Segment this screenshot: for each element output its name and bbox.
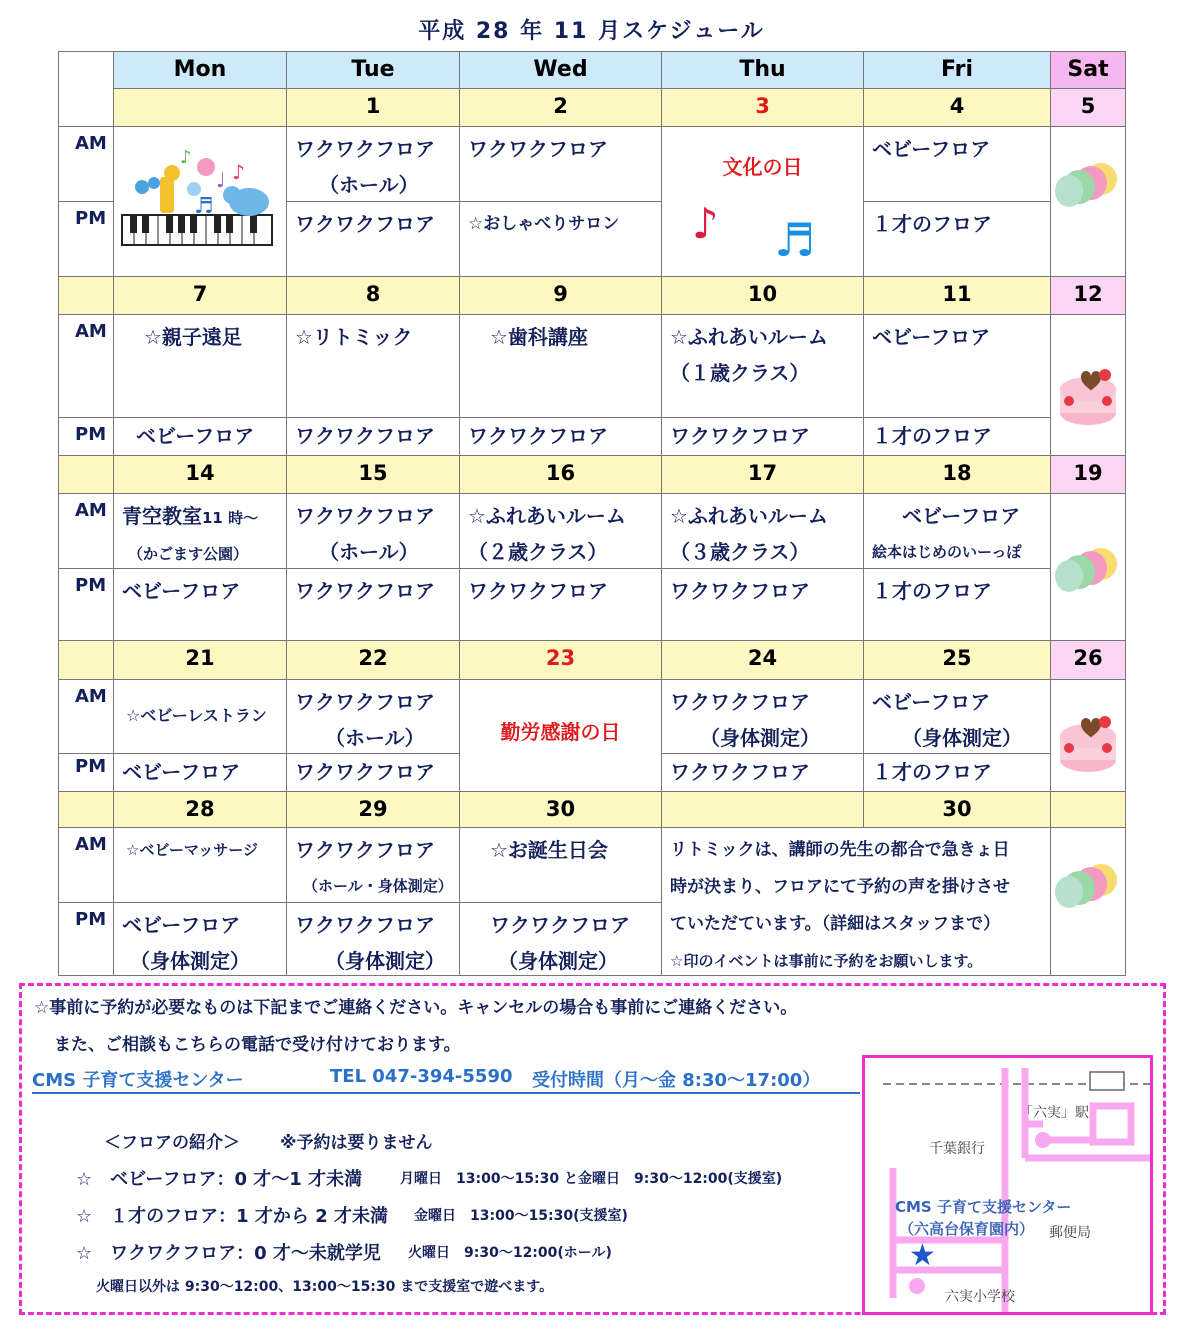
center-name: CMS 子育て支援センター [32, 1070, 244, 1091]
event-text: ☆おしゃべりサロン [468, 214, 620, 234]
piano-animals-image [113, 126, 287, 277]
floor-wakuwaku: ☆ ワクワクフロア：0 才～未就学児 [76, 1243, 381, 1264]
reception-hours: 受付時間（月～金 8:30～17:00） [532, 1070, 821, 1091]
map-center-sub: （六高台保育園内） [899, 1220, 1035, 1238]
date-cell: 29 [286, 791, 460, 828]
event-text: ワクワクフロア [295, 579, 435, 603]
date-cell: 1 [286, 88, 460, 127]
event-text: （身体測定） [902, 726, 1022, 750]
event-text: （身体測定） [700, 726, 820, 750]
date-cell: 15 [286, 455, 460, 494]
date-cell: 21 [113, 640, 287, 680]
event-cell [286, 417, 460, 456]
event-time: 11 時～ [202, 509, 259, 527]
event-cell [459, 827, 662, 903]
date-cell-empty [58, 276, 114, 315]
date-cell-holiday: 3 [661, 88, 864, 127]
floor-one-time: 金曜日 13:00～15:30(支援室) [414, 1208, 628, 1224]
note-cell [661, 827, 1051, 976]
corner-cell [58, 51, 114, 127]
event-cell [286, 827, 460, 903]
holiday-cell [459, 679, 662, 792]
event-text: ☆リトミック [295, 325, 413, 349]
event-cell [113, 679, 287, 754]
event-cell [863, 126, 1051, 202]
event-text: 絵本はじめのいーっぽ [872, 543, 1022, 561]
event-cell [863, 417, 1051, 456]
map-post-office: 郵便局 [1049, 1225, 1091, 1241]
map-station: 「六実」駅 [1019, 1105, 1089, 1121]
date-cell: 16 [459, 455, 662, 494]
date-cell-holiday: 23 [459, 640, 662, 680]
event-text: ワクワクフロア [468, 424, 608, 448]
event-text: ワクワクフロア [295, 137, 435, 161]
macaron-image [1050, 126, 1126, 277]
cake-image [1050, 314, 1126, 456]
event-text: （身体測定） [498, 949, 618, 973]
date-cell-empty [58, 455, 114, 494]
date-cell [113, 88, 287, 127]
date-cell: 24 [661, 640, 864, 680]
date-cell: 30 [459, 791, 662, 828]
event-cell [286, 314, 460, 418]
event-text: ワクワクフロア [295, 838, 435, 862]
event-text: ☆歯科講座 [490, 325, 588, 349]
pm-label: PM [58, 753, 114, 792]
svg-text:♪: ♪ [232, 160, 245, 184]
event-text: （２歳クラス） [468, 540, 608, 564]
event-text: ベビーフロア [122, 913, 241, 937]
note-text: リトミックは、講師の先生の都合で急きょ日 [670, 840, 1010, 860]
event-text: ☆ふれあいルーム [670, 325, 828, 349]
pm-label: PM [58, 417, 114, 456]
event-cell [459, 902, 662, 976]
event-cell [661, 679, 864, 754]
cake-image [1050, 679, 1126, 792]
event-text: （１歳クラス） [670, 361, 810, 385]
note-text: ていただています。（詳細はスタッフまで） [670, 914, 1001, 934]
floor-baby: ☆ ベビーフロア：0 才～1 才未満 [76, 1169, 363, 1190]
event-text: ワクワクフロア [295, 760, 435, 784]
event-cell [113, 902, 287, 976]
schedule-grid [58, 51, 1126, 976]
date-cell: 10 [661, 276, 864, 315]
event-text: ベビーフロア [902, 504, 1021, 528]
event-cell [286, 753, 460, 792]
event-cell [286, 126, 460, 202]
event-cell [113, 827, 287, 903]
am-label: AM [58, 493, 114, 569]
event-cell [863, 679, 1051, 754]
event-cell [661, 753, 864, 792]
date-cell: 28 [113, 791, 287, 828]
floor-intro: ＜フロアの紹介＞ [104, 1133, 240, 1153]
event-text: ☆ふれあいルーム [468, 504, 626, 528]
map-school: 六実小学校 [945, 1289, 1015, 1305]
no-reservation-note: ※予約は要りません [280, 1133, 433, 1153]
event-text: ワクワクフロア [468, 579, 608, 603]
event-cell [863, 201, 1051, 277]
day-header-sat: Sat [1050, 51, 1126, 89]
event-text: １才のフロア [872, 212, 992, 236]
am-label: AM [58, 679, 114, 754]
event-text: （かごます公園） [128, 545, 249, 563]
date-cell: 7 [113, 276, 287, 315]
event-text: （ホール・身体測定） [303, 877, 453, 895]
floor-baby-time: 月曜日 13:00～15:30 と金曜日 9:30～12:00(支援室) [400, 1171, 783, 1187]
event-text: ワクワクフロア [670, 579, 810, 603]
event-text: （身体測定） [325, 949, 445, 973]
event-text: ベビーフロア [136, 424, 255, 448]
pm-label: PM [58, 201, 114, 277]
event-cell [661, 568, 864, 641]
event-text: ワクワクフロア [295, 424, 435, 448]
note-text: 時が決まり、フロアにて予約の声を掛けさせ [670, 877, 1010, 897]
event-cell [459, 126, 662, 202]
event-cell [863, 753, 1051, 792]
holiday-text: 文化の日 [722, 155, 803, 179]
floor-wakuwaku-time: 火曜日 9:30～12:00(ホール) [408, 1245, 612, 1261]
event-text: ☆ベビーマッサージ [126, 841, 258, 859]
event-text: １才のフロア [872, 424, 992, 448]
date-cell: 4 [863, 88, 1051, 127]
event-text: ワクワクフロア [670, 424, 810, 448]
event-text: ワクワクフロア [295, 212, 435, 236]
date-cell [661, 791, 864, 828]
music-note-icon: ♪ [692, 199, 719, 248]
floor-one: ☆ １才のフロア：1 才から 2 才未満 [76, 1206, 388, 1227]
footer-line1: ☆事前に予約が必要なものは下記までご連絡ください。キャンセルの場合も事前にご連絡ください。 [34, 998, 798, 1018]
event-text: ワクワクフロア [295, 690, 435, 714]
event-cell [459, 493, 662, 569]
date-cell: 18 [863, 455, 1051, 494]
star-location-icon: ★ [909, 1238, 936, 1273]
event-text: １才のフロア [872, 760, 992, 784]
date-cell: 25 [863, 640, 1051, 680]
event-text: ベビーフロア [872, 325, 991, 349]
svg-text:♬: ♬ [194, 194, 214, 219]
location-map [862, 1055, 1153, 1315]
date-cell: 30 [863, 791, 1051, 828]
event-cell [459, 568, 662, 641]
am-label: AM [58, 314, 114, 418]
event-cell [286, 201, 460, 277]
day-header-mon: Mon [113, 51, 287, 89]
event-text: （身体測定） [130, 949, 250, 973]
event-text: ワクワクフロア [295, 504, 435, 528]
phone-number: TEL 047-394-5590 [330, 1066, 513, 1087]
event-text: ワクワクフロア [490, 913, 630, 937]
event-cell [661, 417, 864, 456]
date-cell: 14 [113, 455, 287, 494]
event-text: （ホール） [319, 540, 419, 564]
date-cell-empty [58, 791, 114, 828]
event-cell [286, 493, 460, 569]
event-text: ベビーフロア [872, 137, 991, 161]
event-text: ☆お誕生日会 [490, 838, 608, 862]
date-cell: 22 [286, 640, 460, 680]
holiday-cell [661, 126, 864, 277]
svg-text:♩: ♩ [216, 168, 226, 192]
date-cell-sat: 26 [1050, 640, 1126, 680]
event-cell [863, 568, 1051, 641]
event-cell [459, 314, 662, 418]
holiday-text: 勤労感謝の日 [500, 720, 621, 744]
macaron-image [1050, 493, 1126, 641]
pm-label: PM [58, 568, 114, 641]
event-text: ベビーフロア [872, 690, 991, 714]
macaron-image [1050, 827, 1126, 976]
date-cell-sat: 12 [1050, 276, 1126, 315]
event-cell [459, 201, 662, 277]
event-text: ☆ふれあいルーム [670, 504, 828, 528]
event-cell [661, 314, 864, 418]
event-text: ワクワクフロア [468, 137, 608, 161]
event-text: ベビーフロア [122, 579, 241, 603]
day-header-tue: Tue [286, 51, 460, 89]
event-cell [286, 679, 460, 754]
event-cell [113, 417, 287, 456]
map-center: CMS 子育て支援センター [895, 1198, 1072, 1216]
date-cell-empty [58, 640, 114, 680]
svg-text:♪: ♪ [180, 147, 192, 168]
event-text: ☆親子遠足 [144, 325, 242, 349]
day-header-fri: Fri [863, 51, 1051, 89]
event-cell [113, 493, 287, 569]
date-cell [1050, 791, 1126, 828]
footer-line2: また、ご相談もこちらの電話で受け付けております。 [54, 1035, 461, 1055]
event-cell [661, 493, 864, 569]
date-cell: 8 [286, 276, 460, 315]
event-cell [863, 493, 1051, 569]
event-text: ☆ベビーレストラン [126, 706, 267, 725]
event-text: ワクワクフロア [670, 760, 810, 784]
day-header-thu: Thu [661, 51, 864, 89]
note-text: ☆印のイベントは事前に予約をお願いします。 [670, 952, 983, 970]
date-cell: 11 [863, 276, 1051, 315]
event-cell [286, 902, 460, 976]
pm-label: PM [58, 902, 114, 976]
event-text: （ホール） [325, 726, 425, 750]
date-cell-sat: 19 [1050, 455, 1126, 494]
day-header-wed: Wed [459, 51, 662, 89]
event-cell [863, 314, 1051, 418]
tuesday-note: 火曜日以外は 9:30～12:00、13:00～15:30 まで支援室で遊べます。 [96, 1279, 554, 1295]
date-cell: 9 [459, 276, 662, 315]
event-cell [113, 568, 287, 641]
event-text: （ホール） [319, 173, 419, 197]
event-cell [113, 753, 287, 792]
page-title: 平成 28 年 11 月スケジュール [418, 19, 765, 44]
contact-line [32, 1066, 860, 1094]
map-bank: 千葉銀行 [929, 1141, 985, 1157]
event-text: ワクワクフロア [295, 913, 435, 937]
event-text: （３歳クラス） [670, 540, 810, 564]
event-text: ワクワクフロア [670, 690, 810, 714]
am-label: AM [58, 827, 114, 903]
event-cell [286, 568, 460, 641]
event-text: ベビーフロア [122, 760, 241, 784]
event-cell [113, 314, 287, 418]
music-notes-icon: ♬ [774, 213, 816, 267]
am-label: AM [58, 126, 114, 202]
event-text: １才のフロア [872, 579, 992, 603]
event-cell [459, 417, 662, 456]
date-cell-sat: 5 [1050, 88, 1126, 127]
date-cell: 17 [661, 455, 864, 494]
event-text: 青空教室 [122, 504, 202, 528]
date-cell: 2 [459, 88, 662, 127]
